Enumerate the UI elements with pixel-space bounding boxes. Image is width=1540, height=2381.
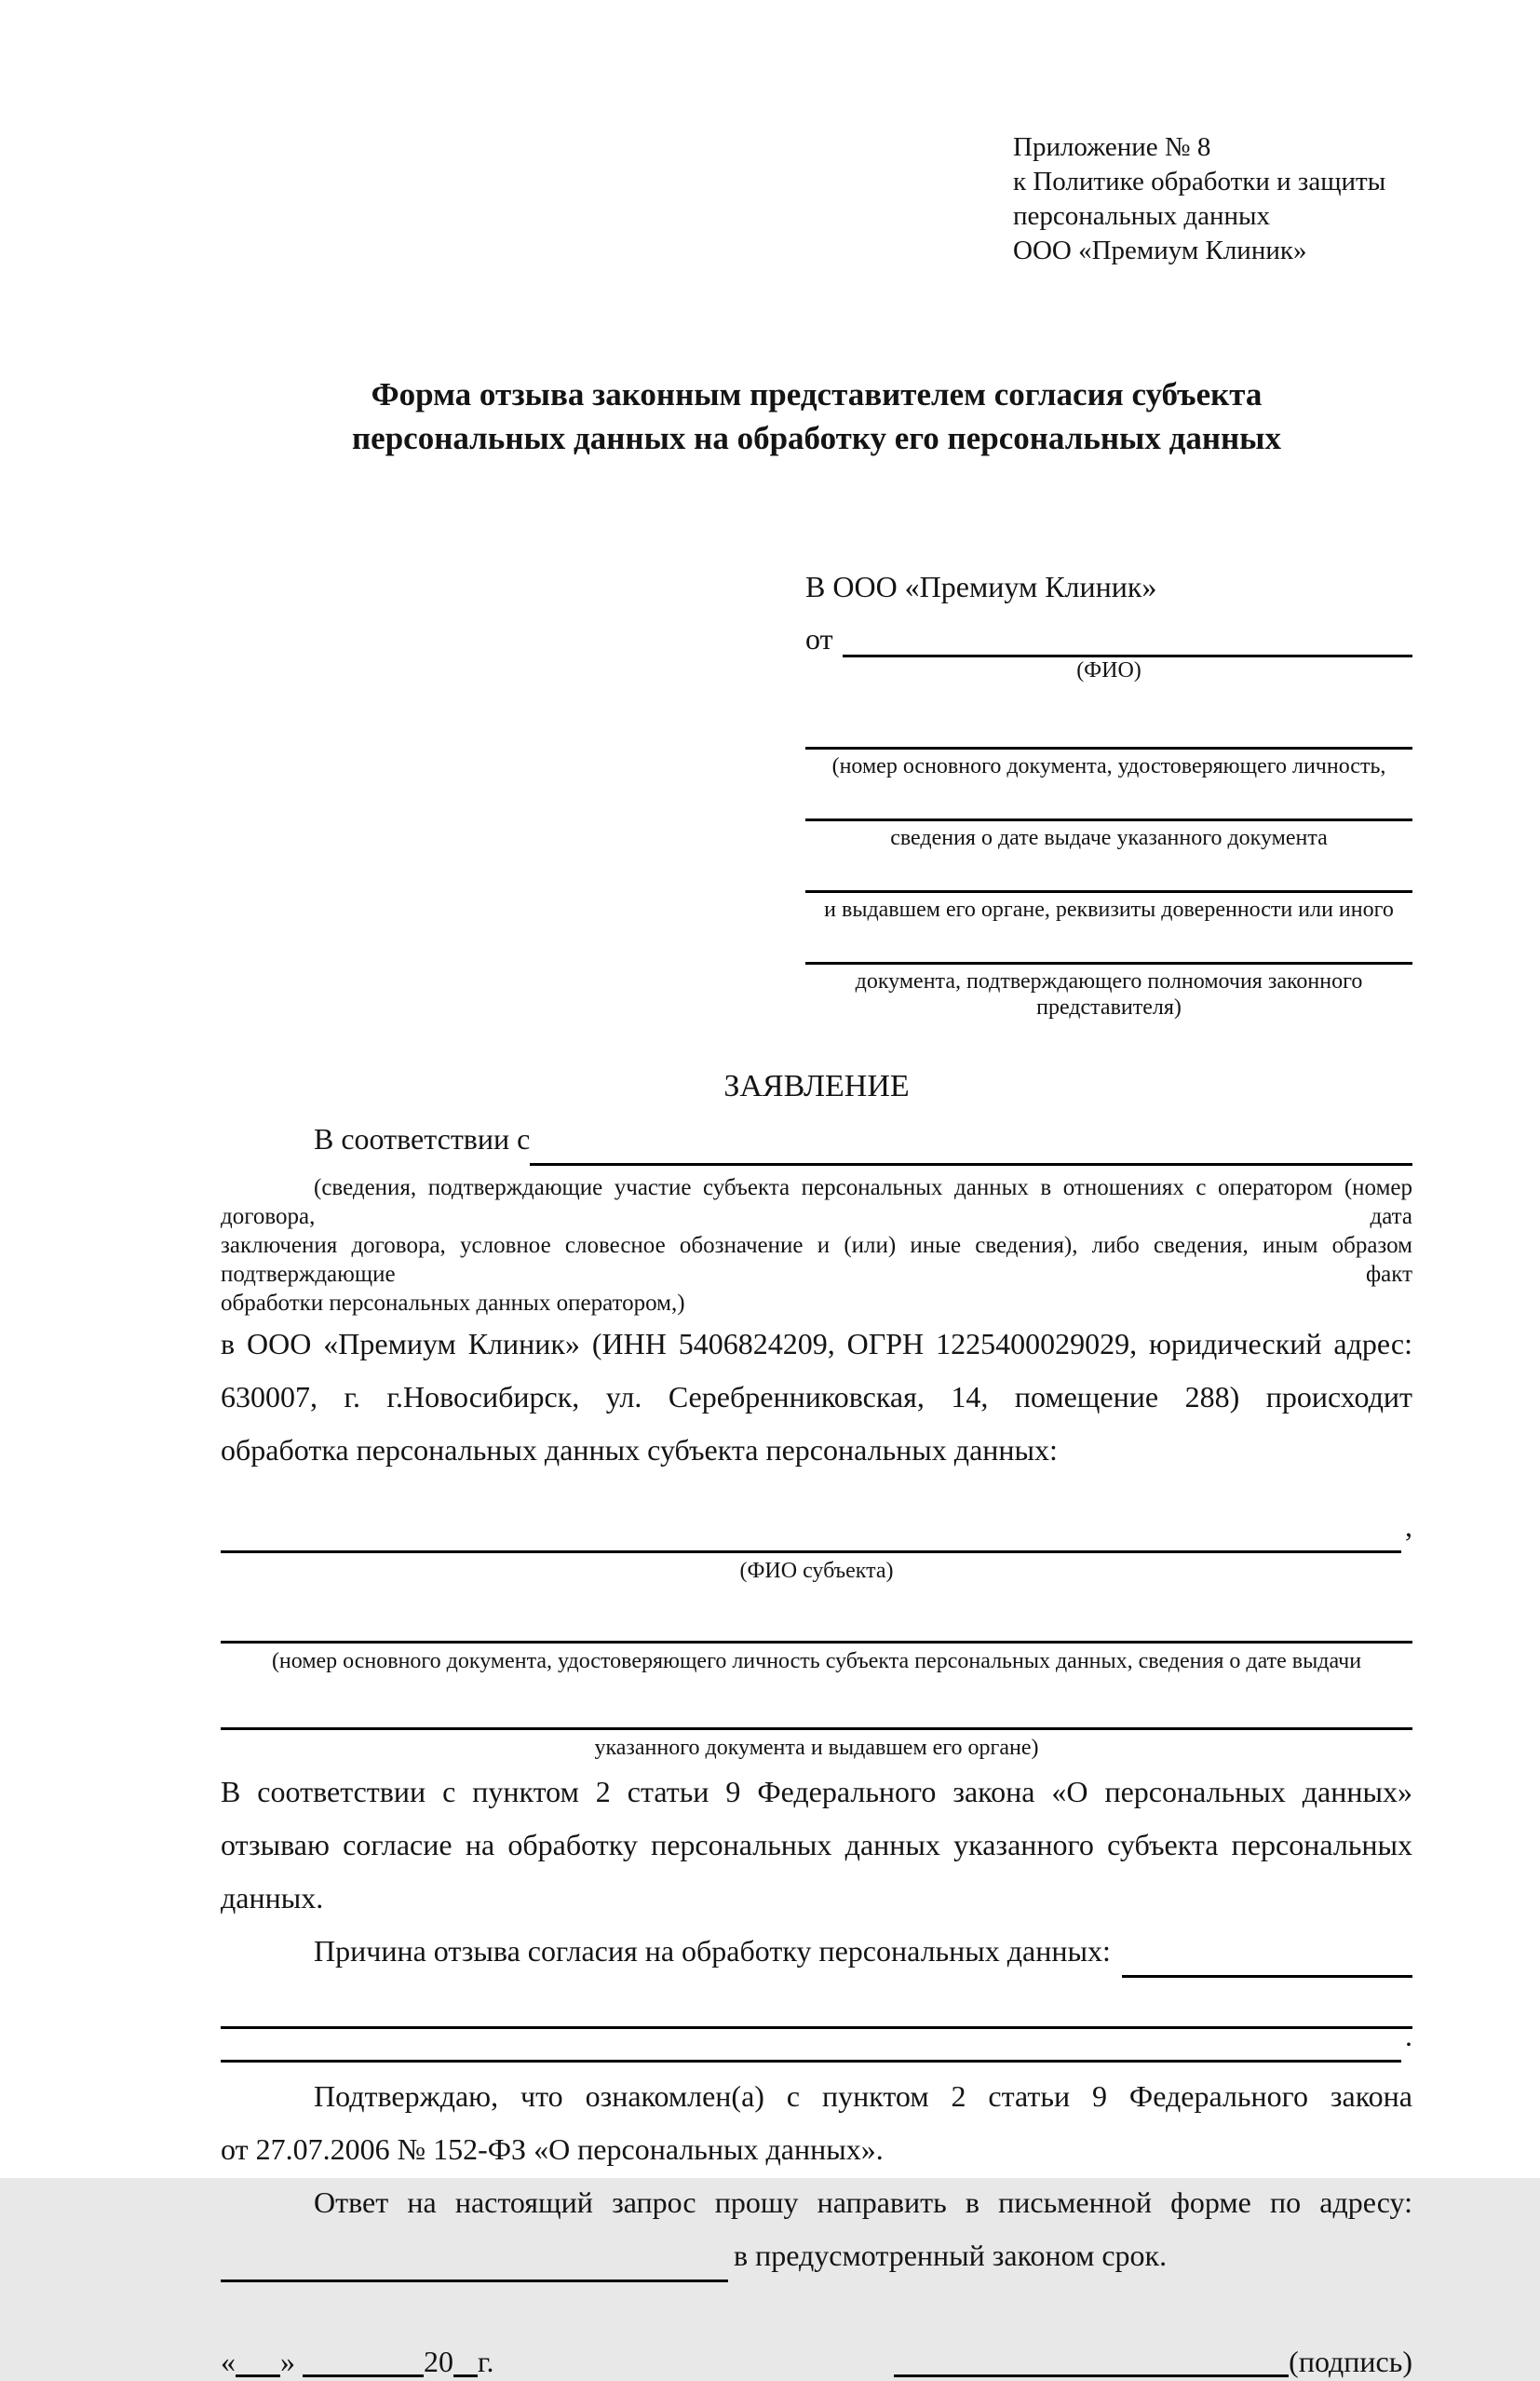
blank-line [805,851,1412,893]
trailing-comma: , [1405,1509,1412,1543]
open-quote: « [221,2345,236,2378]
withdraw-paragraph-line: В соответствии с пунктом 2 статьи 9 Федерального закона «О персональных данных» [221,1775,1412,1808]
blank-caption: сведения о дате выдаче указанного документа [890,826,1328,850]
operator-paragraph [221,1318,1412,1477]
reason-label: Причина отзыва согласия на обработку персональных данных: [314,1934,1111,1968]
blank-caption: (номер основного документа, удостоверяющего личность, [831,754,1386,778]
date-field [221,2342,494,2381]
operator-paragraph-line: 630007, г. г.Новосибирск, ул. Серебренниковская, 14, помещение 288) происходит [221,1380,1412,1414]
acknowledge-paragraph-line: Подтверждаю, что ознакомлен(а) с пунктом 2 статьи 9 Федерального закона [314,2079,1412,2113]
document-title-line: Форма отзыва законным представителем согласия субъекта [371,376,1263,413]
reason-blank-line-3 [221,2029,1401,2063]
acknowledge-paragraph [221,2070,1412,2176]
withdraw-paragraph [221,1765,1412,1925]
reply-address-blank-line [221,2229,728,2282]
subject-doc-blank-line [221,1598,1412,1644]
month-blank-line [303,2374,424,2377]
footer-row [221,2342,1412,2381]
reason-row [221,1925,1412,1978]
trailing-period: . [1405,2019,1412,2052]
intro-blank-line [530,1117,1412,1166]
blank-caption: документа, подтверждающего полномочия законного представителя) [855,969,1363,1020]
withdraw-paragraph-line: отзываю согласие на обработку персональных данных указанного субъекта персональных [221,1828,1412,1861]
addressee-from-row [805,615,1412,657]
subject-fio-blank-line [221,1507,1401,1553]
withdraw-paragraph-line: данных. [221,1881,324,1914]
document-number-blank-group [805,708,1412,779]
subject-doc-caption: указанного документа и выдавшем его органе) [594,1736,1039,1760]
appendix-header [1013,130,1412,268]
intro-row [221,1117,1412,1166]
addressee-block [805,568,1412,1021]
intro-caption-paragraph [221,1173,1412,1318]
intro-caption-line: (сведения, подтверждающие участие субъекта персональных данных в отношениях с оператором (номер договора, дата [221,1175,1412,1229]
document-title-line: персональных данных на обработку его персональных данных [352,420,1281,456]
day-blank-line [236,2374,280,2377]
fio-blank-line [843,615,1412,657]
intro-caption-line: обработки персональных данных оператором,) [221,1291,685,1316]
blank-line [805,708,1412,750]
signature-field [894,2342,1412,2381]
blank-caption: и выдавшем его органе, реквизиты доверенности или иного [824,898,1394,922]
year-blank-line [453,2374,478,2377]
subject-fio-caption: (ФИО субъекта) [739,1559,894,1583]
statement-heading: ЗАЯВЛЕНИЕ [723,1069,910,1103]
reply-suffix: в предусмотренный законом срок. [734,2239,1168,2272]
appendix-header-line: персональных данных [1013,201,1271,231]
from-label: от [805,622,833,656]
fio-caption: (ФИО) [1076,658,1141,683]
issue-date-blank-group [805,779,1412,851]
reply-paragraph [221,2176,1412,2282]
intro-prefix: В соответствии с [314,1122,531,1156]
document-title [221,372,1412,460]
blank-line [805,779,1412,821]
signature-blank-line [894,2374,1289,2377]
year-suffix: г. [478,2345,494,2378]
operator-paragraph-line: обработка персональных данных субъекта персональных данных: [221,1433,1058,1467]
close-quote: » [280,2345,295,2378]
reason-blank-line-2 [221,1978,1412,2029]
subject-fio-row [221,1507,1412,1553]
reason-blank-line [1122,1925,1412,1978]
appendix-header-line: Приложение № 8 [1013,132,1211,162]
appendix-header-line: к Политике обработки и защиты [1013,167,1386,196]
year-prefix: 20 [424,2345,453,2378]
intro-caption-line: заключения договора, условное словесное обозначение и (или) иные сведения), либо сведения, иным образом подтверждающие факт [221,1233,1412,1287]
authority-document-blank-group [805,923,1412,1021]
reply-paragraph-line: Ответ на настоящий запрос прошу направить в письменной форме по адресу: [314,2185,1412,2219]
blank-line [805,923,1412,965]
issuing-authority-blank-group [805,851,1412,923]
reply-address-row [221,2229,1412,2282]
subject-doc-blank-line [221,1684,1412,1730]
appendix-header-line: ООО «Премиум Клиник» [1013,236,1307,265]
addressee-to: В ООО «Премиум Клиник» [805,570,1157,603]
operator-paragraph-line: в ООО «Премиум Клиник» (ИНН 5406824209, ОГРН 1225400029029, юридический адрес: [221,1327,1412,1360]
signature-caption: (подпись) [1289,2345,1412,2378]
subject-doc-caption: (номер основного документа, удостоверяющего личность субъекта персональных данных, сведения о дате выдачи [271,1649,1362,1673]
reason-blank-line-3-row [221,2019,1412,2063]
acknowledge-paragraph-line: от 27.07.2006 № 152-ФЗ «О персональных данных». [221,2132,884,2166]
